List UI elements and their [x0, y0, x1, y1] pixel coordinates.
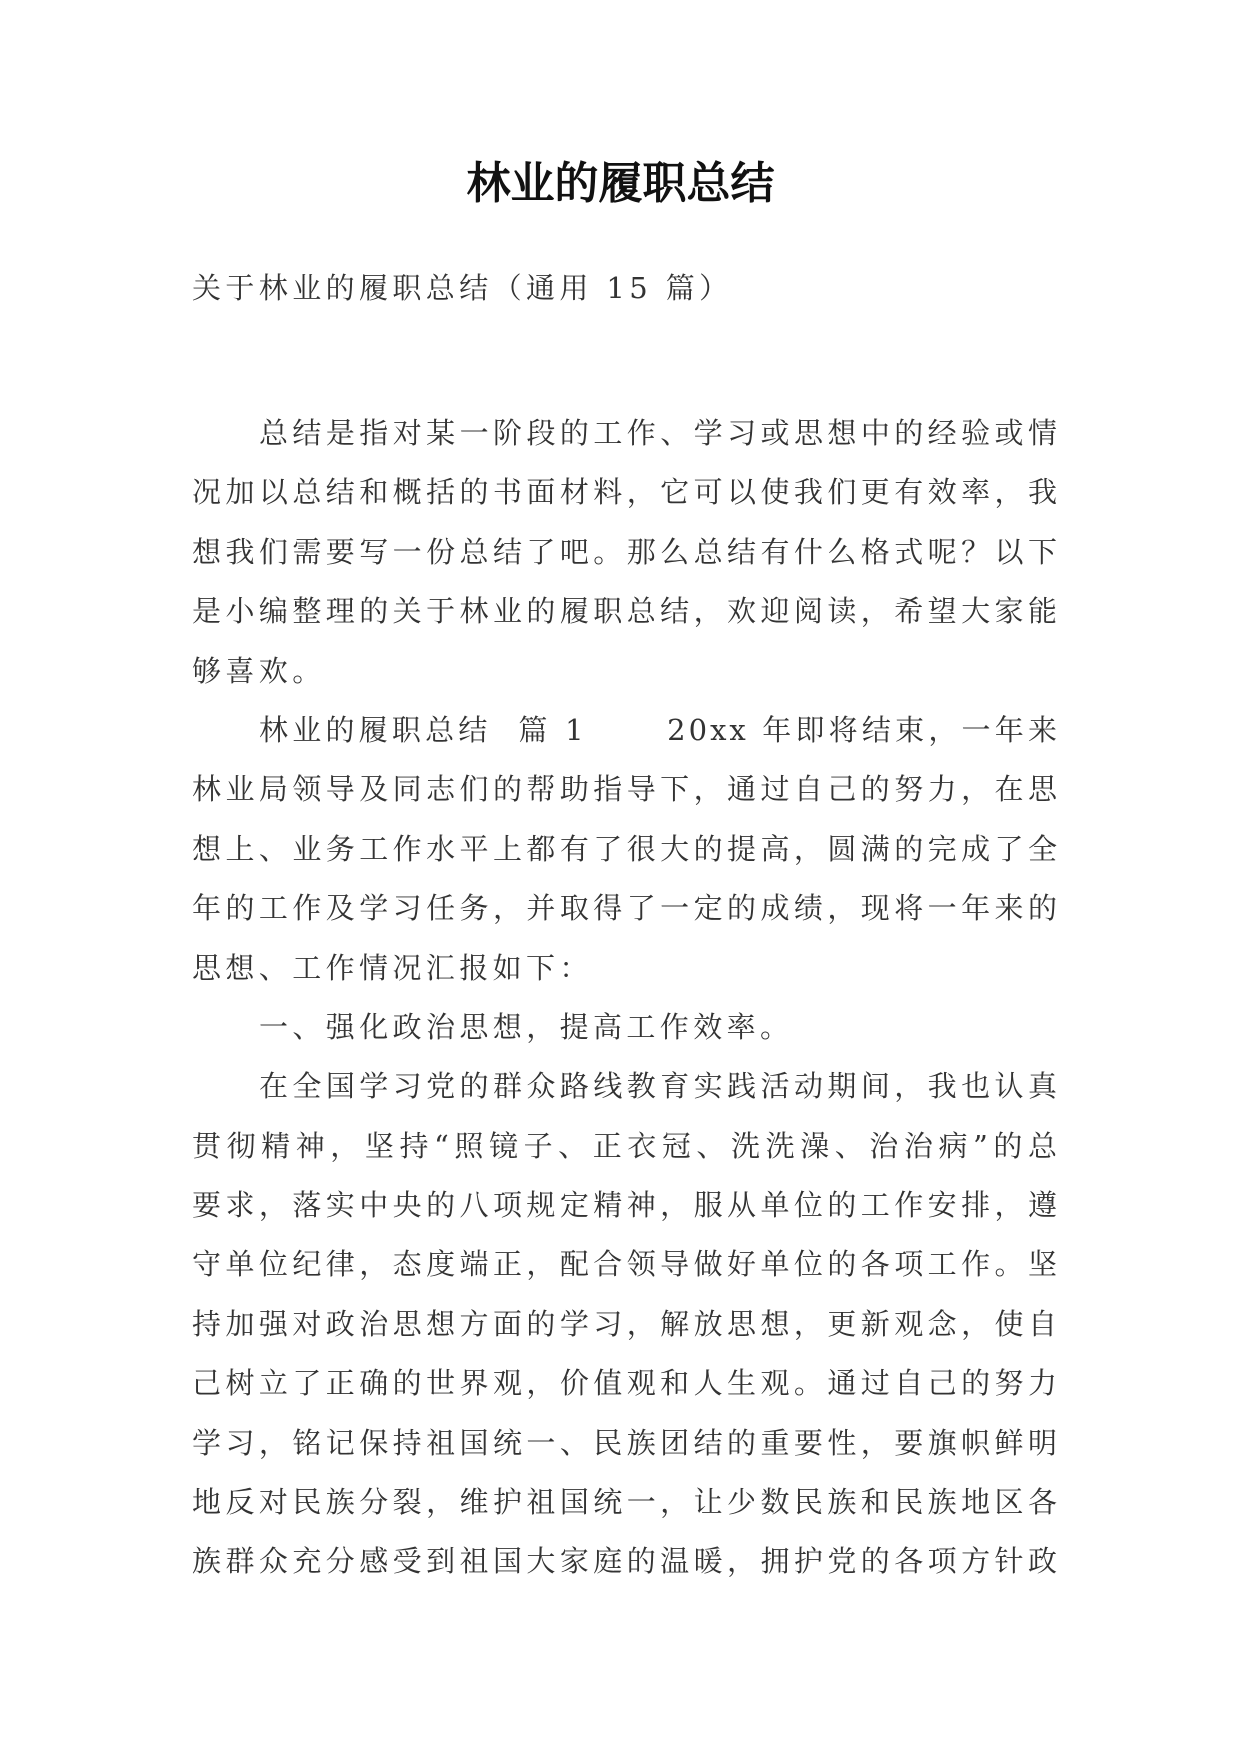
document-body — [192, 404, 1060, 1592]
text-line: 在全国学习党的群众路线教育实践活动期间，我也认真 — [259, 1069, 1060, 1104]
section-heading — [192, 998, 1060, 1057]
paragraph-intro — [192, 404, 1060, 701]
text-line: 想上、业务工作水平上都有了很大的提高，圆满的完成了全 — [192, 831, 1060, 866]
text-line: 持加强对政治思想方面的学习，解放思想，更新观念，使自 — [192, 1306, 1060, 1341]
paragraph-political-study — [192, 1057, 1060, 1592]
document-title: 林业的履职总结 — [466, 158, 775, 209]
text-line: 一、强化政治思想，提高工作效率。 — [259, 1009, 794, 1044]
text-line: 贯彻精神，坚持“照镜子、正衣冠、洗洗澡、治治病”的总 — [192, 1128, 1060, 1163]
text-line: 族群众充分感受到祖国大家庭的温暖，拥护党的各项方针政 — [192, 1544, 1060, 1579]
text-line: 够喜欢。 — [192, 653, 326, 688]
text-line: 要求，落实中央的八项规定精神，服从单位的工作安排，遵 — [192, 1188, 1060, 1223]
text-line: 守单位纪律，态度端正，配合领导做好单位的各项工作。坚 — [192, 1247, 1060, 1282]
text-line: 林业局领导及同志们的帮助指导下，通过自己的努力，在思 — [192, 772, 1060, 807]
text-line: 总结是指对某一阶段的工作、学习或思想中的经验或情 — [259, 416, 1060, 450]
text-line: 地反对民族分裂，维护祖国统一，让少数民族和民族地区各 — [192, 1485, 1060, 1520]
text-line: 林业的履职总结 篇 1 20xx 年即将结束，一年来 — [259, 712, 1060, 747]
text-line: 己树立了正确的世界观，价值观和人生观。通过自己的努力 — [192, 1366, 1060, 1401]
text-line: 思想、工作情况汇报如下： — [192, 950, 593, 985]
paragraph-part-1 — [192, 701, 1060, 998]
document-subtitle: 关于林业的履职总结（通用 15 篇） — [192, 271, 733, 305]
text-line: 想我们需要写一份总结了吧。那么总结有什么格式呢？以下 — [192, 534, 1060, 569]
text-line: 年的工作及学习任务，并取得了一定的成绩，现将一年来的 — [192, 891, 1060, 926]
text-line: 况加以总结和概括的书面材料，它可以使我们更有效率，我 — [192, 475, 1060, 510]
text-line: 学习，铭记保持祖国统一、民族团结的重要性，要旗帜鲜明 — [192, 1425, 1060, 1460]
text-line: 是小编整理的关于林业的履职总结，欢迎阅读，希望大家能 — [192, 594, 1060, 629]
